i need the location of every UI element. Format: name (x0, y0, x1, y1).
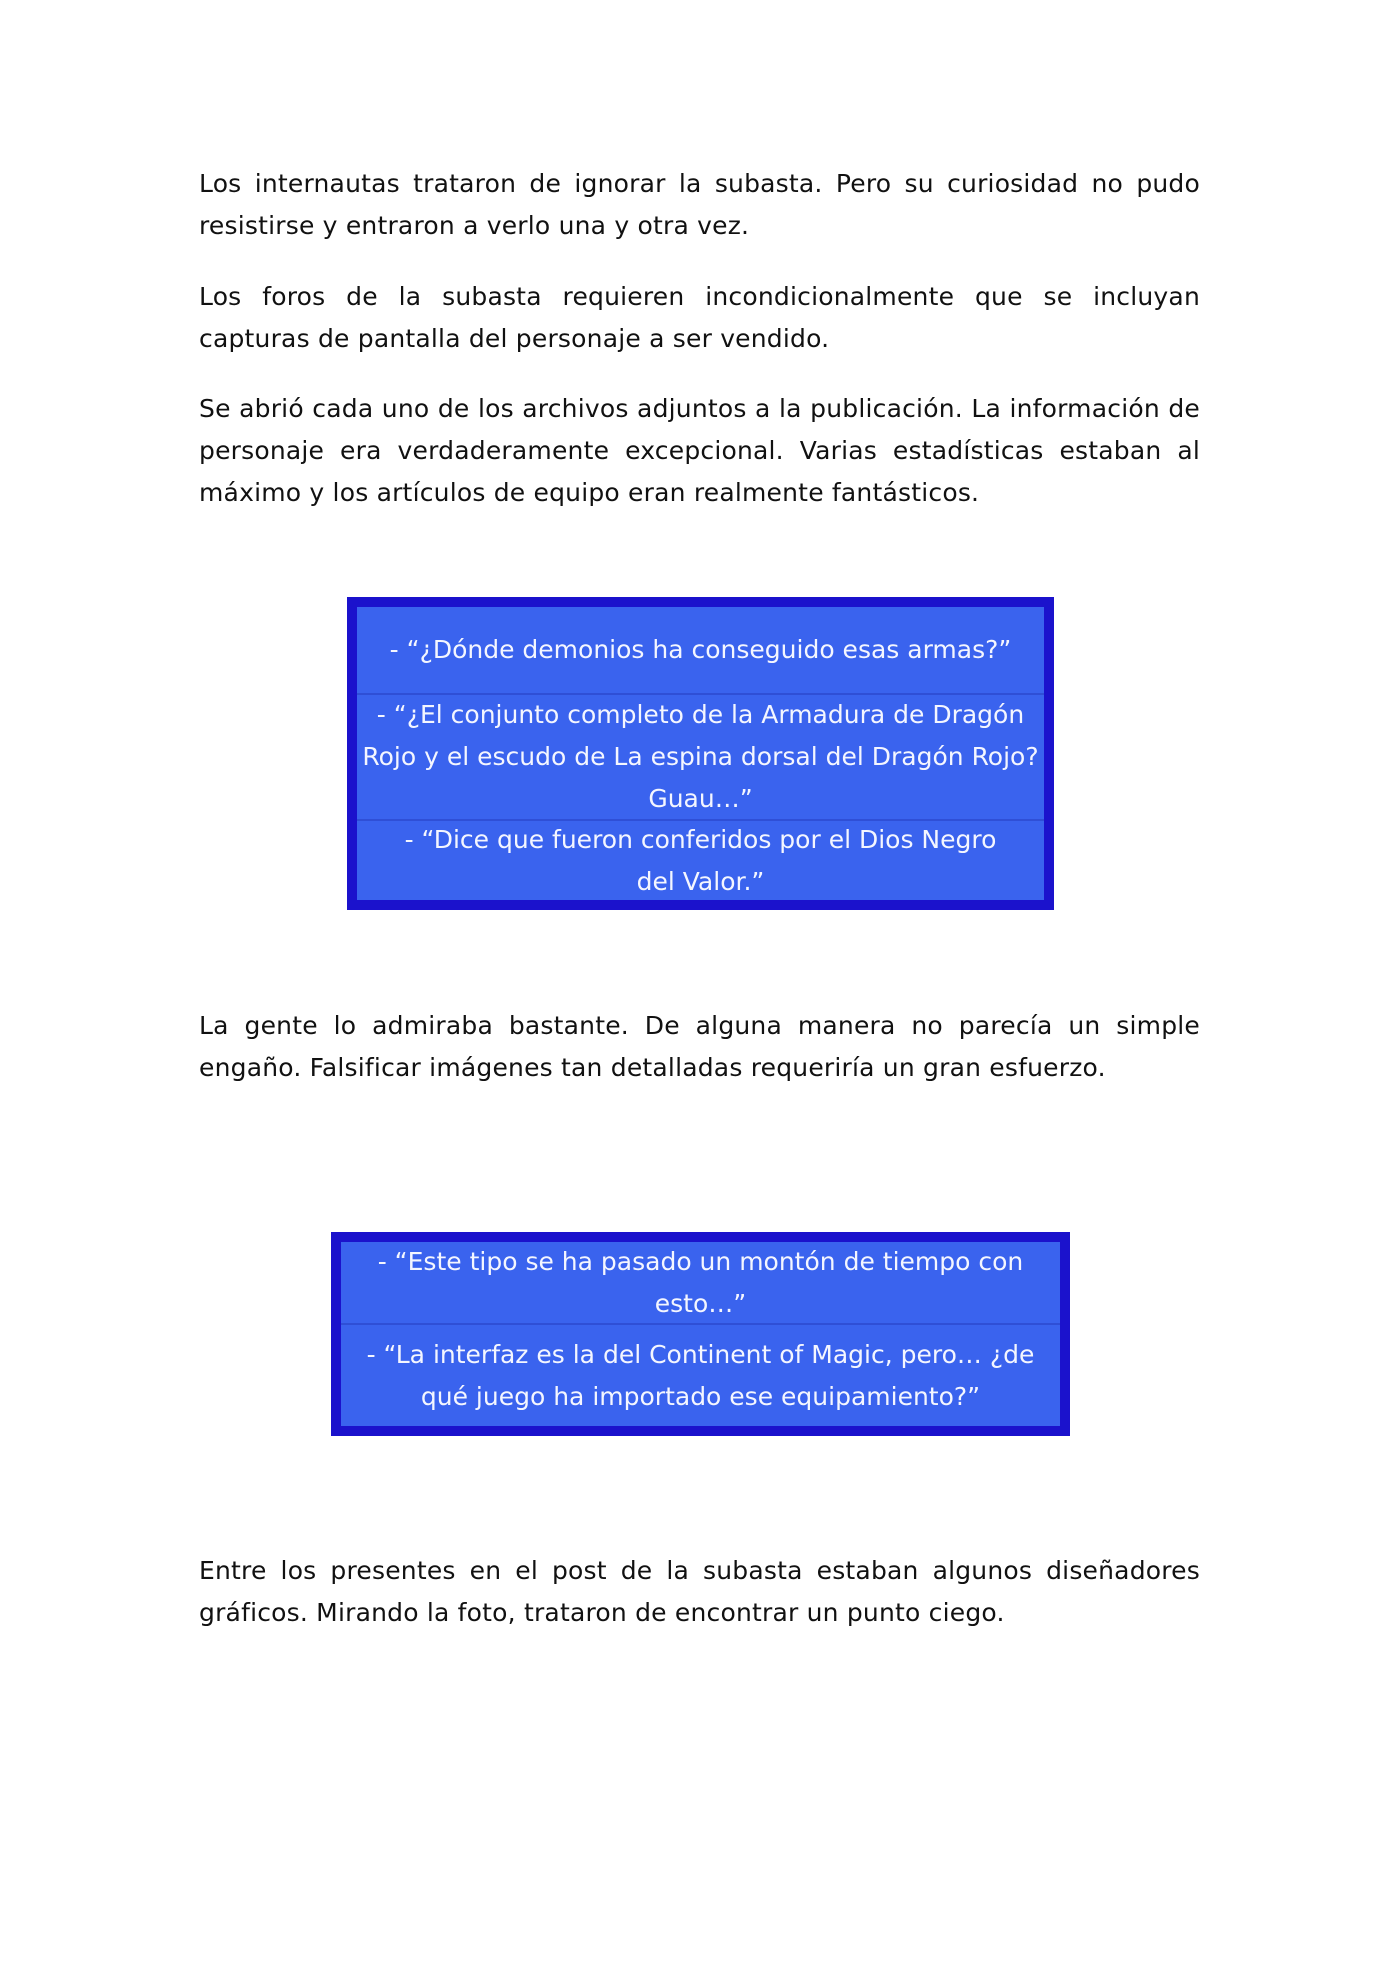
comment-item: - “¿Dónde demonios ha conseguido esas armas?” (389, 635, 1012, 664)
comment-item: - “Dice que fueron conferidos por el Dios Negro del Valor.” (357, 819, 1044, 900)
paragraph-5: Entre los presentes en el post de la subasta estaban algunos diseñadores gráficos. Mirando la foto, trataron de encontrar un punto ciego. (199, 1556, 1200, 1627)
comment-item: - “La interfaz es la del Continent of Magic, pero… ¿de qué juego ha importado ese equipamiento?” (341, 1323, 1060, 1426)
paragraph-1: Los internautas trataron de ignorar la subasta. Pero su curiosidad no pudo resistirse y entraron a verlo una y otra vez. (199, 169, 1200, 240)
comment-item: - “Este tipo se ha pasado un montón de tiempo con esto…” (377, 1246, 1024, 1318)
comment-item: - “¿El conjunto completo de la Armadura de Dragón Rojo y el escudo de La espina dorsal del Dragón Rojo? Guau…” (357, 693, 1044, 819)
paragraph-4: La gente lo admiraba bastante. De alguna manera no parecía un simple engaño. Falsificar imágenes tan detalladas requeriría un gran esfuerzo. (199, 1011, 1200, 1082)
comment-box-1 (347, 597, 1054, 910)
paragraph-3: Se abrió cada uno de los archivos adjuntos a la publicación. La información de personaje era verdaderamente excepcional. Varias estadísticas estaban al máximo y los artículos de equipo eran realmente fantásticos. (199, 394, 1200, 507)
comment-box-2 (331, 1232, 1070, 1436)
paragraph-2: Los foros de la subasta requieren incondicionalmente que se incluyan capturas de pantalla del personaje a ser vendido. (199, 282, 1200, 353)
